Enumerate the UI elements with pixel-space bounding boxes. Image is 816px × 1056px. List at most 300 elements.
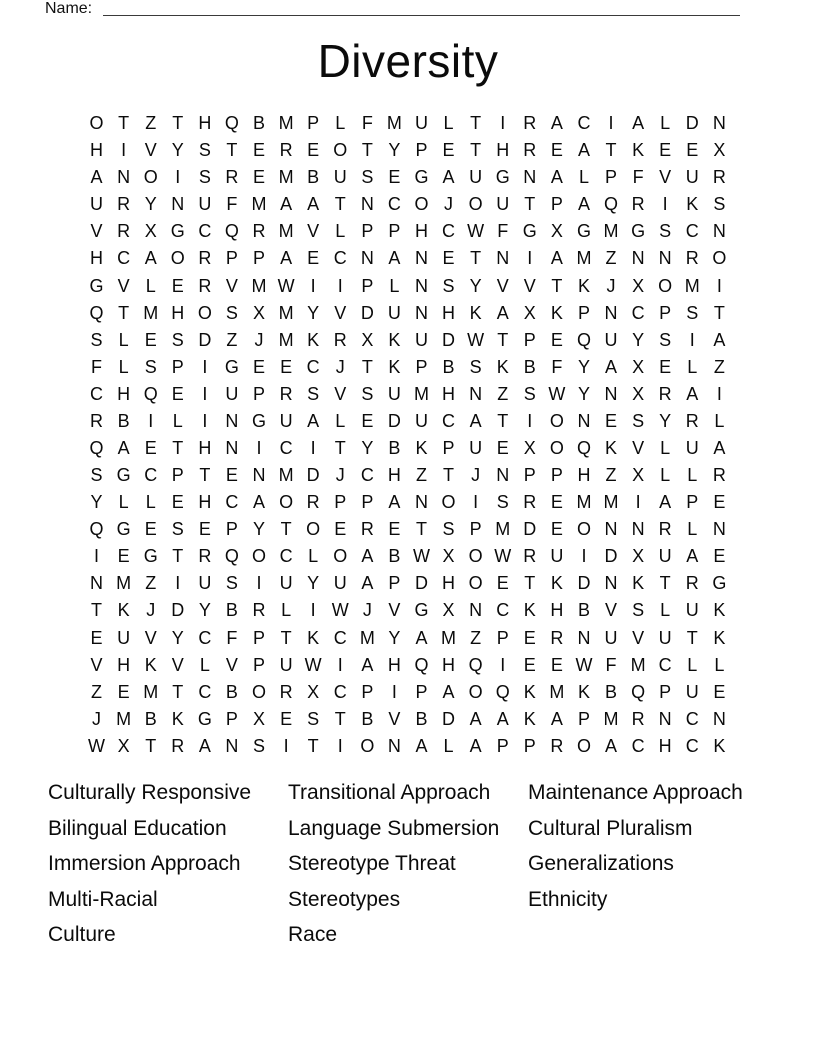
- grid-row: [83, 624, 733, 651]
- grid-cell: K: [523, 600, 536, 621]
- grid-cell: P: [469, 519, 482, 540]
- grid-cell: I: [202, 410, 208, 431]
- grid-row: [83, 408, 733, 435]
- grid-cell: U: [414, 410, 428, 431]
- grid-cell: H: [550, 600, 564, 621]
- grid-cell: I: [635, 492, 641, 513]
- grid-cell: K: [496, 356, 509, 377]
- grid-cell: R: [523, 546, 537, 567]
- grid-cell: H: [442, 654, 456, 675]
- grid-cell: L: [145, 275, 156, 296]
- word-list-item: Race: [288, 923, 338, 947]
- grid-cell: C: [117, 248, 131, 269]
- grid-cell: C: [333, 248, 347, 269]
- grid-cell: A: [605, 356, 618, 377]
- grid-cell: A: [713, 437, 726, 458]
- grid-row: [83, 652, 733, 679]
- grid-cell: U: [198, 573, 212, 594]
- grid-cell: S: [307, 708, 320, 729]
- grid-cell: O: [468, 681, 483, 702]
- grid-cell: A: [117, 437, 130, 458]
- grid-cell: H: [442, 302, 456, 323]
- grid-cell: B: [442, 356, 455, 377]
- grid-cell: S: [442, 275, 455, 296]
- grid-cell: Y: [307, 573, 320, 594]
- grid-cell: U: [225, 383, 239, 404]
- grid-cell: F: [91, 356, 103, 377]
- grid-cell: O: [712, 248, 727, 269]
- grid-row: [83, 489, 733, 516]
- grid-cell: Z: [145, 113, 157, 134]
- grid-cell: N: [712, 708, 726, 729]
- word-list-item: Maintenance Approach: [528, 781, 743, 804]
- grid-cell: Y: [307, 302, 320, 323]
- grid-cell: O: [441, 492, 456, 513]
- grid-cell: P: [577, 708, 590, 729]
- grid-cell: V: [307, 221, 320, 242]
- grid-cell: Z: [713, 356, 725, 377]
- grid-cell: L: [687, 356, 698, 377]
- grid-cell: E: [550, 519, 563, 540]
- word-list: [48, 775, 788, 953]
- grid-cell: F: [632, 167, 644, 188]
- grid-cell: W: [467, 221, 485, 242]
- grid-cell: Q: [468, 654, 483, 675]
- grid-cell: V: [496, 275, 509, 296]
- grid-cell: U: [685, 437, 699, 458]
- grid-cell: N: [360, 194, 374, 215]
- grid-cell: F: [497, 221, 509, 242]
- grid-cell: L: [687, 465, 698, 486]
- grid-cell: B: [307, 167, 320, 188]
- grid-cell: S: [469, 356, 482, 377]
- grid-cell: I: [202, 356, 208, 377]
- grid-cell: K: [523, 708, 536, 729]
- grid-cell: P: [415, 356, 428, 377]
- grid-cell: Q: [495, 681, 510, 702]
- grid-cell: R: [523, 492, 537, 513]
- grid-cell: A: [469, 735, 482, 756]
- grid-cell: H: [117, 383, 131, 404]
- grid-cell: S: [253, 735, 266, 756]
- grid-cell: U: [333, 573, 347, 594]
- grid-cell: M: [576, 492, 592, 513]
- grid-cell: F: [605, 654, 617, 675]
- grid-cell: H: [198, 437, 212, 458]
- grid-cell: S: [361, 167, 374, 188]
- grid-cell: R: [685, 248, 699, 269]
- grid-cell: Y: [659, 410, 672, 431]
- grid-cell: E: [171, 275, 184, 296]
- grid-cell: E: [171, 383, 184, 404]
- grid-cell: S: [632, 600, 645, 621]
- grid-cell: O: [333, 546, 348, 567]
- grid-cell: A: [469, 410, 482, 431]
- grid-cell: A: [632, 113, 645, 134]
- grid-cell: M: [278, 113, 294, 134]
- grid-cell: E: [280, 356, 293, 377]
- grid-cell: M: [278, 465, 294, 486]
- grid-cell: B: [225, 600, 238, 621]
- grid-cell: E: [550, 140, 563, 161]
- grid-cell: T: [172, 113, 184, 134]
- grid-row: [83, 381, 733, 408]
- grid-cell: N: [469, 383, 483, 404]
- grid-cell: K: [144, 654, 157, 675]
- grid-cell: S: [307, 383, 320, 404]
- grid-cell: O: [143, 167, 158, 188]
- grid-cell: L: [687, 519, 698, 540]
- grid-cell: A: [361, 654, 374, 675]
- grid-cell: P: [361, 275, 374, 296]
- grid-cell: M: [413, 383, 429, 404]
- grid-cell: Y: [577, 356, 590, 377]
- grid-cell: P: [388, 573, 401, 594]
- grid-cell: M: [116, 573, 132, 594]
- grid-cell: D: [685, 113, 699, 134]
- grid-cell: L: [443, 113, 454, 134]
- grid-cell: I: [148, 410, 154, 431]
- grid-cell: K: [686, 194, 699, 215]
- grid-cell: U: [496, 194, 510, 215]
- grid-cell: O: [658, 275, 673, 296]
- word-list-item: Bilingual Education: [48, 816, 227, 840]
- grid-cell: N: [712, 113, 726, 134]
- grid-cell: R: [523, 113, 537, 134]
- grid-cell: Y: [144, 194, 157, 215]
- page-title: Diversity: [317, 35, 499, 87]
- grid-row: [83, 435, 733, 462]
- grid-cell: I: [256, 573, 262, 594]
- grid-cell: P: [577, 302, 590, 323]
- grid-cell: L: [335, 113, 346, 134]
- grid-cell: A: [280, 248, 293, 269]
- grid-cell: U: [658, 546, 672, 567]
- grid-cell: S: [496, 492, 509, 513]
- grid-cell: I: [689, 329, 695, 350]
- grid-cell: A: [442, 681, 455, 702]
- grid-cell: R: [658, 383, 672, 404]
- grid-cell: X: [713, 140, 726, 161]
- grid-cell: P: [253, 654, 266, 675]
- grid-cell: A: [469, 708, 482, 729]
- grid-cell: L: [118, 329, 129, 350]
- grid-cell: K: [415, 437, 428, 458]
- grid-cell: V: [225, 654, 238, 675]
- grid-cell: G: [414, 600, 429, 621]
- word-list-item: Culture: [48, 923, 116, 947]
- grid-cell: N: [414, 275, 428, 296]
- grid-cell: G: [414, 167, 429, 188]
- grid-cell: T: [280, 519, 292, 540]
- grid-cell: Y: [469, 275, 482, 296]
- grid-cell: P: [415, 140, 428, 161]
- grid-cell: T: [713, 302, 725, 323]
- grid-cell: H: [198, 113, 212, 134]
- grid-cell: Y: [171, 140, 184, 161]
- grid-cell: D: [171, 600, 185, 621]
- grid-cell: R: [550, 627, 564, 648]
- grid-cell: J: [335, 465, 345, 486]
- grid-cell: H: [577, 465, 591, 486]
- grid-cell: B: [415, 708, 428, 729]
- grid-cell: H: [171, 302, 185, 323]
- grid-cell: P: [523, 329, 536, 350]
- grid-cell: I: [500, 654, 506, 675]
- grid-cell: F: [226, 627, 238, 648]
- grid-cell: N: [117, 167, 131, 188]
- grid-cell: C: [685, 708, 699, 729]
- grid-cell: B: [361, 708, 374, 729]
- grid-cell: E: [171, 492, 184, 513]
- grid-cell: U: [279, 654, 293, 675]
- grid-cell: A: [198, 735, 211, 756]
- grid-cell: G: [116, 519, 131, 540]
- word-list-item: Immersion Approach: [48, 852, 241, 876]
- word-list-item: Generalizations: [528, 852, 674, 876]
- grid-cell: O: [549, 437, 564, 458]
- grid-cell: I: [337, 654, 343, 675]
- grid-cell: F: [226, 194, 238, 215]
- grid-cell: M: [116, 708, 132, 729]
- grid-cell: L: [172, 410, 183, 431]
- grid-cell: W: [412, 546, 430, 567]
- grid-cell: C: [198, 627, 212, 648]
- grid-cell: X: [253, 302, 266, 323]
- grid-cell: X: [361, 329, 374, 350]
- grid-cell: R: [225, 167, 239, 188]
- grid-cell: Z: [226, 329, 238, 350]
- grid-cell: P: [253, 248, 266, 269]
- grid-cell: G: [116, 465, 131, 486]
- grid-cell: Y: [90, 492, 103, 513]
- grid-cell: E: [280, 708, 293, 729]
- grid-cell: A: [577, 194, 590, 215]
- grid-cell: M: [603, 708, 619, 729]
- grid-cell: R: [360, 519, 374, 540]
- grid-cell: A: [388, 248, 401, 269]
- grid-cell: O: [89, 113, 104, 134]
- grid-cell: A: [686, 546, 699, 567]
- word-list-item: Multi-Racial: [48, 887, 158, 911]
- grid-cell: N: [171, 194, 185, 215]
- grid-cell: V: [171, 654, 184, 675]
- grid-cell: J: [362, 600, 372, 621]
- grid-row: [83, 354, 733, 381]
- grid-cell: W: [277, 275, 295, 296]
- grid-cell: K: [713, 627, 726, 648]
- grid-cell: V: [388, 708, 401, 729]
- grid-row: [83, 597, 733, 624]
- grid-cell: Z: [605, 248, 617, 269]
- word-search-grid: [83, 110, 733, 760]
- word-list-item: Ethnicity: [528, 887, 608, 911]
- grid-cell: I: [391, 681, 397, 702]
- grid-cell: I: [716, 383, 722, 404]
- grid-cell: C: [333, 681, 347, 702]
- grid-cell: I: [175, 167, 181, 188]
- grid-cell: T: [334, 437, 346, 458]
- grid-cell: P: [659, 302, 672, 323]
- grid-cell: K: [469, 302, 482, 323]
- grid-cell: Z: [605, 465, 617, 486]
- grid-cell: P: [686, 492, 699, 513]
- grid-cell: X: [632, 546, 645, 567]
- grid-cell: G: [143, 546, 158, 567]
- grid-cell: I: [202, 383, 208, 404]
- grid-cell: A: [415, 627, 428, 648]
- grid-cell: N: [387, 735, 401, 756]
- grid-cell: Q: [414, 654, 429, 675]
- grid-cell: C: [279, 546, 293, 567]
- grid-cell: P: [605, 167, 618, 188]
- grid-cell: M: [603, 221, 619, 242]
- grid-cell: A: [713, 329, 726, 350]
- grid-cell: E: [686, 140, 699, 161]
- grid-cell: P: [388, 221, 401, 242]
- grid-cell: U: [604, 627, 618, 648]
- grid-row: [83, 137, 733, 164]
- grid-cell: T: [415, 519, 427, 540]
- grid-cell: E: [253, 167, 266, 188]
- grid-cell: Y: [577, 383, 590, 404]
- grid-cell: A: [361, 546, 374, 567]
- grid-cell: T: [226, 140, 238, 161]
- grid-cell: U: [279, 573, 293, 594]
- grid-cell: K: [713, 735, 726, 756]
- grid-cell: P: [334, 492, 347, 513]
- grid-cell: C: [225, 492, 239, 513]
- grid-cell: N: [225, 437, 239, 458]
- grid-cell: D: [442, 708, 456, 729]
- grid-cell: M: [278, 302, 294, 323]
- grid-cell: I: [256, 437, 262, 458]
- grid-cell: X: [632, 275, 645, 296]
- grid-cell: Q: [224, 221, 239, 242]
- grid-cell: K: [171, 708, 184, 729]
- grid-cell: T: [551, 275, 563, 296]
- grid-cell: S: [225, 573, 238, 594]
- grid-cell: E: [442, 140, 455, 161]
- grid-cell: S: [171, 329, 184, 350]
- grid-row: [83, 570, 733, 597]
- grid-cell: V: [523, 275, 536, 296]
- grid-cell: B: [388, 546, 401, 567]
- grid-cell: P: [171, 356, 184, 377]
- grid-cell: I: [283, 735, 289, 756]
- grid-cell: A: [388, 492, 401, 513]
- grid-cell: T: [524, 194, 536, 215]
- grid-cell: C: [360, 465, 374, 486]
- grid-cell: T: [361, 356, 373, 377]
- name-label: Name:: [45, 0, 93, 17]
- grid-cell: X: [117, 735, 130, 756]
- grid-cell: M: [143, 681, 159, 702]
- grid-cell: Y: [198, 600, 211, 621]
- grid-cell: B: [605, 681, 618, 702]
- grid-cell: N: [414, 248, 428, 269]
- grid-cell: P: [659, 681, 672, 702]
- word-list-column: [288, 775, 528, 953]
- grid-row: [83, 191, 733, 218]
- grid-cell: N: [523, 167, 537, 188]
- grid-cell: H: [442, 573, 456, 594]
- grid-cell: C: [685, 221, 699, 242]
- grid-cell: E: [117, 546, 130, 567]
- grid-cell: N: [631, 519, 645, 540]
- grid-cell: M: [441, 627, 457, 648]
- grid-cell: E: [144, 437, 157, 458]
- grid-cell: B: [117, 410, 130, 431]
- grid-cell: U: [414, 113, 428, 134]
- grid-cell: R: [306, 492, 320, 513]
- grid-cell: L: [714, 654, 725, 675]
- grid-cell: N: [604, 383, 618, 404]
- grid-cell: O: [468, 194, 483, 215]
- grid-cell: X: [550, 221, 563, 242]
- grid-cell: M: [495, 519, 511, 540]
- grid-cell: I: [337, 275, 343, 296]
- grid-cell: T: [470, 140, 482, 161]
- grid-cell: V: [659, 167, 672, 188]
- grid-cell: B: [144, 708, 157, 729]
- grid-cell: C: [631, 735, 645, 756]
- grid-cell: E: [713, 546, 726, 567]
- grid-cell: Q: [143, 383, 158, 404]
- grid-cell: C: [306, 356, 320, 377]
- grid-cell: E: [496, 573, 509, 594]
- grid-cell: T: [497, 329, 509, 350]
- grid-cell: D: [387, 410, 401, 431]
- grid-cell: S: [90, 465, 103, 486]
- grid-cell: P: [523, 465, 536, 486]
- grid-cell: U: [685, 167, 699, 188]
- grid-cell: P: [415, 681, 428, 702]
- word-list-item: Stereotypes: [288, 887, 401, 911]
- grid-cell: E: [334, 519, 347, 540]
- grid-cell: M: [251, 275, 267, 296]
- grid-cell: E: [659, 356, 672, 377]
- grid-cell: W: [88, 735, 106, 756]
- grid-cell: P: [171, 465, 184, 486]
- grid-cell: X: [523, 437, 536, 458]
- grid-cell: T: [443, 465, 455, 486]
- grid-cell: W: [304, 654, 322, 675]
- grid-cell: V: [632, 627, 645, 648]
- grid-cell: R: [171, 735, 185, 756]
- grid-cell: F: [361, 113, 373, 134]
- grid-cell: U: [90, 194, 104, 215]
- grid-cell: J: [471, 465, 481, 486]
- grid-cell: S: [632, 410, 645, 431]
- grid-cell: T: [361, 140, 373, 161]
- grid-cell: E: [253, 356, 266, 377]
- grid-cell: R: [712, 465, 726, 486]
- grid-cell: K: [577, 681, 590, 702]
- grid-cell: E: [388, 167, 401, 188]
- grid-cell: E: [144, 329, 157, 350]
- grid-cell: L: [281, 600, 292, 621]
- grid-cell: X: [442, 600, 455, 621]
- grid-cell: M: [143, 302, 159, 323]
- grid-cell: N: [496, 248, 510, 269]
- grid-cell: U: [279, 410, 293, 431]
- grid-cell: R: [658, 519, 672, 540]
- grid-cell: N: [225, 410, 239, 431]
- grid-cell: M: [684, 275, 700, 296]
- grid-cell: A: [686, 383, 699, 404]
- grid-cell: P: [442, 437, 455, 458]
